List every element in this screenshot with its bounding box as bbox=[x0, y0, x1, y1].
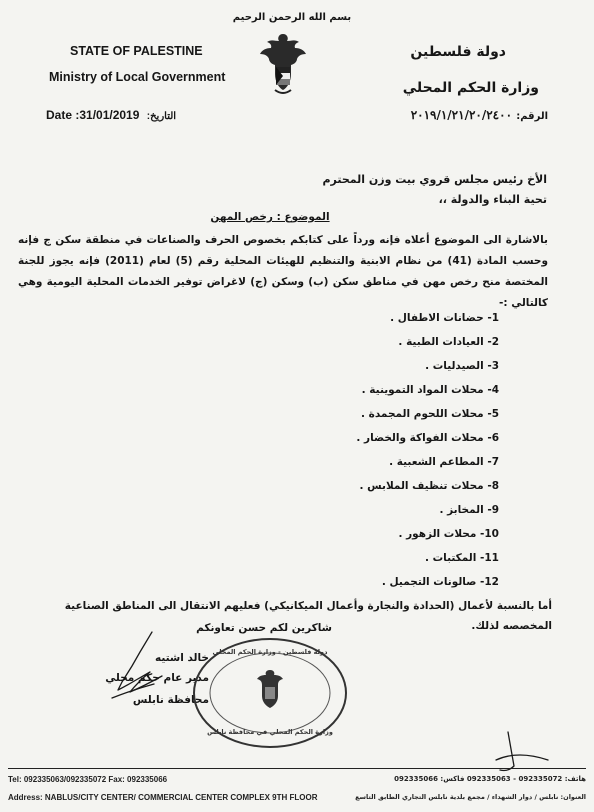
en-state-name: STATE OF PALESTINE bbox=[70, 44, 203, 58]
date-value: 31/01/2019 bbox=[79, 108, 140, 122]
reference-label: الرقم: bbox=[516, 111, 548, 122]
list-item-10: 10- محلات الزهور . bbox=[398, 528, 499, 540]
signatory-title: مدير عام حكم محلي bbox=[105, 672, 209, 684]
closing-paragraph: أما بالنسبة لأعمال (الحدادة والنجارة وأعمال الميكانيكي) فعليهم الانتقال الى المناطق الصناعية المخصصه لذلك. bbox=[64, 600, 552, 632]
footer-ar-address: العنوان: نابلس / دوار الشهداء / مجمع بلدية نابلس التجاري الطابق التاسع bbox=[355, 793, 586, 801]
recipient-line: الأخ رئيس مجلس قروي بيت وزن المحترم bbox=[322, 173, 547, 186]
ar-state-name: دولة فلسطين bbox=[410, 44, 506, 60]
ar-ministry-name: وزارة الحكم المحلي bbox=[402, 80, 539, 96]
list-item-1: 1- حضانات الاطفال . bbox=[390, 312, 499, 324]
footer-en-contact: Tel: 092335063/092335072 Fax: 092335066 bbox=[8, 775, 168, 784]
en-ministry-name: Ministry of Local Government bbox=[49, 70, 226, 84]
palestine-eagle-emblem-icon bbox=[257, 30, 309, 100]
list-item-3: 3- الصيدليات . bbox=[425, 360, 499, 372]
intro-paragraph: بالاشارة الى الموضوع أعلاه فإنه ورداً على كتابكم بخصوص الحرف والصناعات في منطقة سكن ج فإنه وحسب المادة (41) من نظام الابنية والتنظيم للهيئات المحلية رقم (5) لعام (2011) فإنه يجوز للجنة المختصة منح رخص مهن في مناطق سكن (ب) وسكن (ج) لاغراض توفير الخدمات المحلية اليومية وهي كالتالي :- bbox=[18, 234, 548, 309]
footer-en-address: Address: NABLUS/CITY CENTER/ COMMERCIAL CENTER COMPLEX 9TH FLOOR bbox=[8, 793, 318, 802]
list-item-4: 4- محلات المواد التموينية . bbox=[361, 384, 499, 396]
signatory-office: محافظة نابلس bbox=[132, 694, 209, 706]
reference-value: ٢٠١٩/١/٢١/٢٠/٢٤٠٠ bbox=[410, 108, 513, 122]
footer-divider bbox=[8, 768, 586, 769]
list-item-2: 2- العيادات الطبية . bbox=[398, 336, 499, 348]
list-item-8: 8- محلات تنظيف الملابس . bbox=[359, 480, 499, 492]
thanks-line: شاكرين لكم حسن تعاونكم bbox=[196, 622, 332, 634]
signatory-name: خالد اشتيه bbox=[154, 652, 209, 664]
stamp-inner-text: وزارة الحكم المحلي في محافظة نابلس bbox=[207, 728, 333, 736]
list-item-9: 9- المخابز . bbox=[439, 504, 499, 516]
basmala: بسم الله الرحمن الرحيم bbox=[232, 12, 352, 23]
list-item-11: 11- المكتبات . bbox=[424, 552, 499, 564]
list-item-6: 6- محلات الفواكة والخضار . bbox=[356, 432, 499, 444]
subject-line: الموضوع : رخص المهن bbox=[210, 211, 330, 223]
date-label: Date : bbox=[46, 108, 80, 122]
list-item-7: 7- المطاعم الشعبية . bbox=[389, 456, 499, 468]
list-item-5: 5- محلات اللحوم المجمدة . bbox=[361, 408, 499, 420]
stamp-outer-text: دولة فلسطين - وزارة الحكم المحلي bbox=[212, 648, 328, 656]
greeting-line: تحية البناء والدولة ،، bbox=[438, 193, 547, 206]
reference-line bbox=[411, 108, 548, 122]
list-item-12: 12- صالونات التجميل . bbox=[381, 576, 499, 588]
date-ar-label: التاريخ: bbox=[146, 111, 177, 122]
footer-ar-contact: هاتف: 092335072 - 092335063 فاكس: 092335066 bbox=[394, 775, 586, 783]
date-line bbox=[46, 108, 176, 122]
